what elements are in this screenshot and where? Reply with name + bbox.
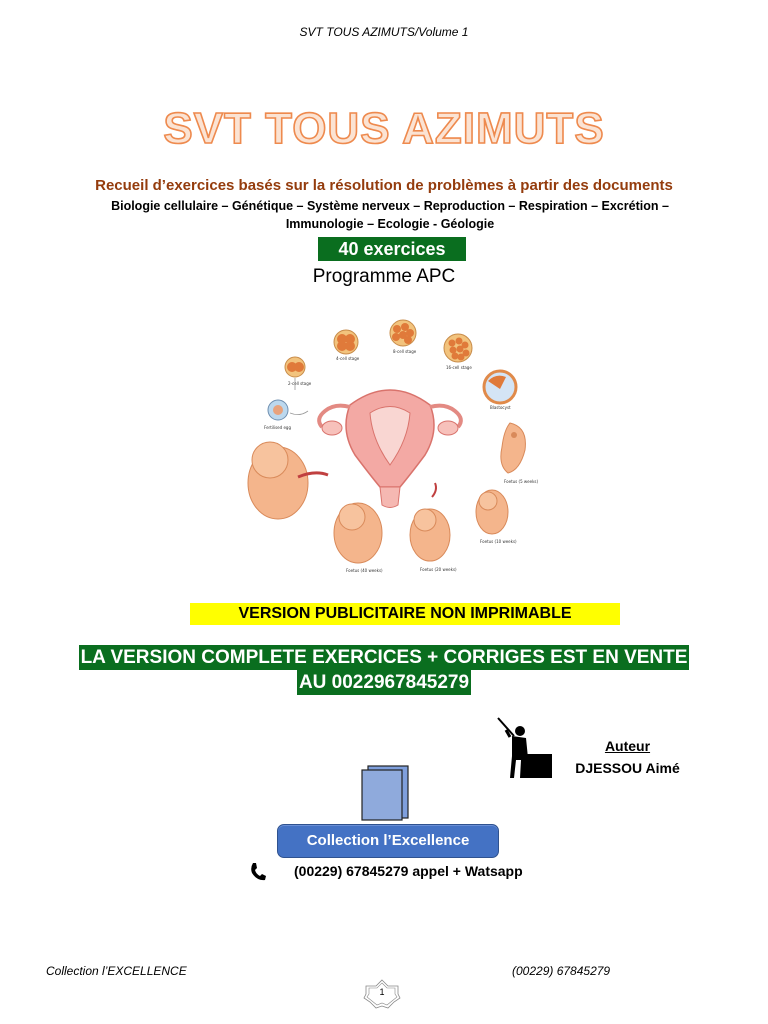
book-icon [358,764,412,822]
label-two-cell: 2-cell stage [288,381,312,386]
cover-subtitle: Recueil d’exercices basés sur la résolution de problèmes à partir des documents [95,177,673,194]
foetus-10-weeks-graphic [476,490,517,544]
programme-label: Programme APC [312,266,456,287]
footer-collection: Collection l’EXCELLENCE [46,964,187,978]
cover-title: SVT TOUS AZIMUTS [163,104,605,153]
sale-announcement [0,645,768,695]
foetus-20-weeks-graphic [410,483,457,572]
two-cell-graphic [285,357,312,390]
label-eight-cell: 8-cell stage [393,349,417,354]
author-name: DJESSOU Aimé [575,760,680,776]
label-foetus-40: Foetus (40 weeks) [346,568,383,573]
label-foetus-20: Foetus (20 weeks) [420,567,457,572]
label-four-cell: 4-cell stage [336,356,360,361]
footer-phone: (00229) 67845279 [512,964,611,978]
eight-cell-graphic [390,320,417,354]
promo-notice: VERSION PUBLICITAIRE NON IMPRIMABLE [190,603,620,625]
phone-icon [249,862,267,882]
embryo-development-illustration [240,315,540,580]
page-number: 1 [379,987,385,997]
uterus-graphic [319,390,461,508]
label-foetus-10: Foetus (10 weeks) [480,539,517,544]
sixteen-cell-graphic [444,334,472,370]
blastocyst-graphic [484,371,516,410]
four-cell-graphic [334,330,360,361]
exercise-count-badge: 40 exercices [318,237,466,261]
label-fertilised-egg: Fertilised egg [264,425,291,430]
sale-line-2: AU 0022967845279 [298,672,470,693]
phone-contact: (00229) 67845279 appel + Watsapp [294,863,523,879]
foetus-5-weeks-graphic [501,423,539,484]
topics-line-1: Biologie cellulaire – Génétique – Système nerveux – Reproduction – Respiration – Excrétion – [111,199,669,213]
collection-button[interactable]: Collection l’Excellence [277,824,499,858]
topics-list [40,197,740,233]
teacher-presenting-icon [494,716,556,782]
running-header: SVT TOUS AZIMUTS/Volume 1 [299,25,469,39]
label-blastocyst: Blastocyst [490,405,511,410]
author-label: Auteur [604,738,651,754]
label-sixteen-cell: 16-cell stage [446,365,472,370]
topics-line-2: Immunologie – Ecologie - Géologie [285,217,495,231]
sale-line-1: LA VERSION COMPLETE EXERCICES + CORRIGES EST EN VENTE [80,647,688,668]
foetus-large-graphic [248,442,328,519]
label-foetus-5: Foetus (5 weeks) [504,479,539,484]
fertilised-egg-graphic [264,400,308,430]
foetus-40-weeks-graphic [334,503,383,573]
